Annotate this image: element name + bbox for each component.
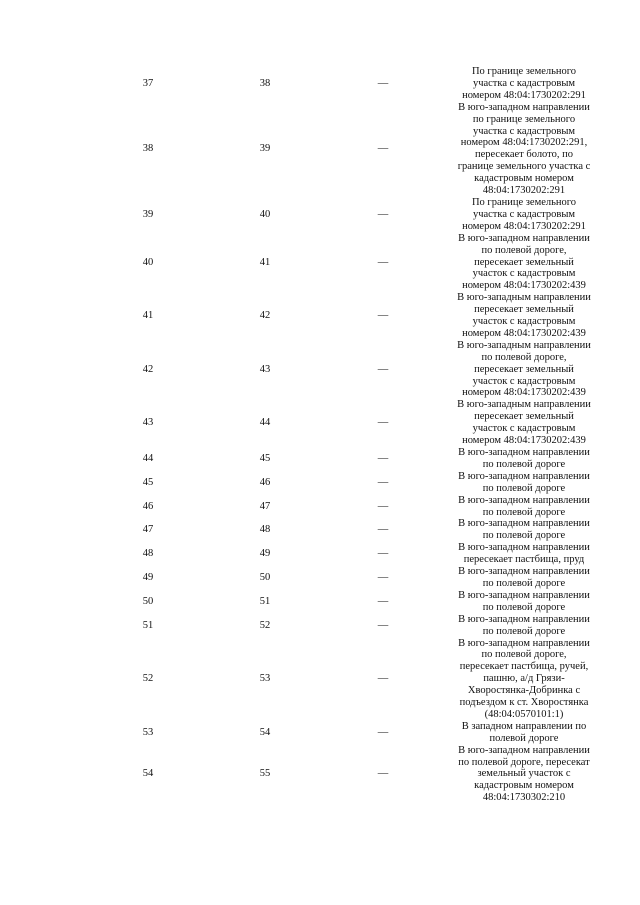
description-line: В юго-западном направлении: [458, 566, 590, 578]
boundary-description: [448, 399, 600, 447]
description-line: по границе земельного: [472, 113, 576, 125]
table-row: [0, 495, 640, 519]
boundary-description: [448, 197, 600, 233]
description-line: подъездом к ст. Хворостянка: [459, 697, 589, 709]
dash-cell: —: [377, 476, 389, 488]
point-from: 48: [142, 548, 154, 560]
table-row: [0, 197, 640, 233]
description-line: кадастровым номером: [474, 173, 574, 185]
description-line: 48:04:1730302:210: [482, 792, 566, 804]
point-to: 48: [259, 524, 271, 536]
dash-cell: —: [377, 768, 389, 780]
point-to: 55: [259, 768, 271, 780]
table-row: [0, 518, 640, 542]
dash-cell: —: [377, 548, 389, 560]
dash-cell: —: [377, 572, 389, 584]
point-to: 47: [259, 500, 271, 512]
description-line: границе земельного участка с: [457, 161, 591, 173]
point-from: 40: [142, 256, 154, 268]
dash-cell: —: [377, 619, 389, 631]
point-from: 44: [142, 452, 154, 464]
table-row: [0, 614, 640, 638]
dash-cell: —: [377, 673, 389, 685]
dash-cell: —: [377, 208, 389, 220]
description-line: участок с кадастровым: [472, 268, 576, 280]
description-line: Хворостянка-Добринка с: [467, 685, 581, 697]
point-to: 52: [259, 619, 271, 631]
description-line: участок с кадастровым: [472, 423, 576, 435]
description-line: номером 48:04:1730202:439: [462, 280, 586, 292]
description-line: В юго-западном направлении: [458, 637, 590, 649]
boundary-description: [448, 66, 600, 102]
point-from: 42: [142, 363, 154, 375]
table-row: [0, 102, 640, 197]
dash-cell: —: [377, 417, 389, 429]
description-line: номером 48:04:1730202:439: [462, 387, 586, 399]
description-line: по полевой дороге,: [481, 649, 567, 661]
description-line: В юго-западном направлении: [458, 232, 590, 244]
point-to: 53: [259, 673, 271, 685]
description-line: В юго-западном направлении: [458, 447, 590, 458]
point-to: 50: [259, 572, 271, 584]
description-line: участка с кадастровым: [472, 208, 576, 220]
description-line: номером 48:04:1730202:291,: [460, 137, 588, 149]
description-line: В юго-западным направлении: [457, 292, 591, 304]
table-row: [0, 399, 640, 447]
boundary-description: [448, 638, 600, 721]
description-line: пересекает пастбища, ручей,: [459, 661, 589, 673]
description-line: пересекает земельный: [474, 304, 574, 316]
description-line: участка с кадастровым: [472, 125, 576, 137]
point-from: 53: [142, 726, 154, 738]
description-line: по полевой дороге, пересекат: [458, 756, 590, 768]
dash-cell: —: [377, 726, 389, 738]
point-from: 49: [142, 572, 154, 584]
boundary-description: [448, 721, 600, 745]
description-line: по полевой дороге: [482, 506, 566, 518]
description-line: по полевой дороге,: [481, 351, 567, 363]
table-row: [0, 471, 640, 495]
point-from: 38: [142, 143, 154, 155]
point-to: 42: [259, 310, 271, 322]
description-line: В западном направлении по: [461, 720, 587, 732]
description-line: В юго-западном направлении: [458, 101, 590, 113]
table-row: [0, 566, 640, 590]
point-to: 44: [259, 417, 271, 429]
description-line: В юго-западном направлении: [458, 494, 590, 506]
dash-cell: —: [377, 256, 389, 268]
description-line: пашню, а/д Грязи-: [483, 673, 565, 685]
point-to: 51: [259, 595, 271, 607]
boundary-description: [448, 542, 600, 566]
point-to: 49: [259, 548, 271, 560]
description-line: земельный участок с: [477, 768, 571, 780]
point-to: 45: [259, 452, 271, 464]
description-line: по полевой дороге: [482, 458, 566, 470]
table-row: [0, 542, 640, 566]
description-line: В юго-западном направлении: [458, 470, 590, 482]
description-line: В юго-западном направлении: [458, 542, 590, 554]
description-line: пересекает земельный: [474, 363, 574, 375]
point-to: 41: [259, 256, 271, 268]
dash-cell: —: [377, 595, 389, 607]
point-to: 40: [259, 208, 271, 220]
point-from: 45: [142, 476, 154, 488]
dash-cell: —: [377, 77, 389, 89]
point-from: 51: [142, 619, 154, 631]
description-line: по полевой дороге: [482, 530, 566, 542]
description-line: полевой дороге: [489, 732, 559, 744]
point-to: 46: [259, 476, 271, 488]
dash-cell: —: [377, 452, 389, 464]
boundary-description: [448, 471, 600, 495]
table-row: [0, 721, 640, 745]
description-line: По границе земельного: [471, 66, 577, 77]
description-line: номером 48:04:1730202:291: [462, 89, 586, 101]
boundary-description: [448, 745, 600, 805]
table-row: [0, 340, 640, 400]
table-row: [0, 447, 640, 471]
point-from: 43: [142, 417, 154, 429]
dash-cell: —: [377, 500, 389, 512]
point-from: 47: [142, 524, 154, 536]
boundary-description: [448, 233, 600, 293]
description-line: по полевой дороге: [482, 625, 566, 637]
description-line: участок с кадастровым: [472, 375, 576, 387]
point-from: 37: [142, 77, 154, 89]
description-line: В юго-западном направлении: [458, 518, 590, 530]
description-line: По границе земельного: [471, 196, 577, 208]
point-from: 52: [142, 673, 154, 685]
point-from: 39: [142, 208, 154, 220]
point-to: 38: [259, 77, 271, 89]
point-from: 46: [142, 500, 154, 512]
description-line: по полевой дороге: [482, 482, 566, 494]
dash-cell: —: [377, 310, 389, 322]
description-line: участка с кадастровым: [472, 77, 576, 89]
description-line: (48:04:0570101:1): [484, 708, 564, 720]
boundary-table: [0, 66, 640, 804]
boundary-description: [448, 447, 600, 471]
description-line: номером 48:04:1730202:291: [462, 220, 586, 232]
description-line: пересекает болото, по: [474, 149, 573, 161]
boundary-description: [448, 518, 600, 542]
boundary-description: [448, 590, 600, 614]
description-line: по полевой дороге: [482, 577, 566, 589]
description-line: В юго-западном направлении: [458, 744, 590, 756]
description-line: В юго-западном направлении: [458, 589, 590, 601]
boundary-description: [448, 292, 600, 340]
description-line: пересекает пастбища, пруд: [463, 554, 585, 566]
point-to: 43: [259, 363, 271, 375]
point-to: 54: [259, 726, 271, 738]
table-row: [0, 233, 640, 293]
dash-cell: —: [377, 143, 389, 155]
description-line: участок с кадастровым: [472, 316, 576, 328]
description-line: В юго-западным направлении: [457, 399, 591, 411]
boundary-description: [448, 102, 600, 197]
point-to: 39: [259, 143, 271, 155]
description-line: номером 48:04:1730202:439: [462, 435, 586, 447]
description-line: В юго-западном направлении: [458, 613, 590, 625]
description-line: пересекает земельный: [474, 256, 574, 268]
table-row: [0, 66, 640, 102]
point-from: 54: [142, 768, 154, 780]
table-row: [0, 638, 640, 721]
description-line: номером 48:04:1730202:439: [462, 327, 586, 339]
table-row: [0, 745, 640, 805]
description-line: по полевой дороге,: [481, 244, 567, 256]
point-from: 41: [142, 310, 154, 322]
boundary-description: [448, 495, 600, 519]
description-line: пересекает земельный: [474, 411, 574, 423]
description-line: кадастровым номером: [474, 780, 574, 792]
table-row: [0, 292, 640, 340]
boundary-description: [448, 566, 600, 590]
dash-cell: —: [377, 363, 389, 375]
boundary-description: [448, 614, 600, 638]
point-from: 50: [142, 595, 154, 607]
description-line: 48:04:1730202:291: [482, 185, 566, 197]
description-line: по полевой дороге: [482, 601, 566, 613]
boundary-description: [448, 340, 600, 400]
dash-cell: —: [377, 524, 389, 536]
description-line: В юго-западным направлении: [457, 339, 591, 351]
table-row: [0, 590, 640, 614]
